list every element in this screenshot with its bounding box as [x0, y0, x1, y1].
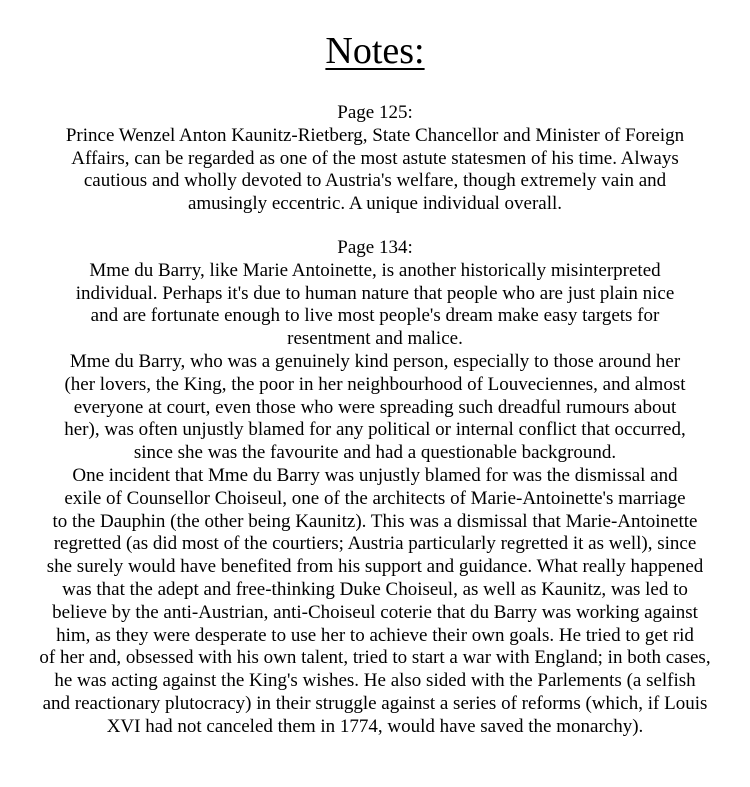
page-title-text: Notes: — [325, 30, 425, 72]
note-text-line: her), was often unjustly blamed for any political or internal conflict that occurred, — [64, 419, 686, 441]
note-text-line: Prince Wenzel Anton Kaunitz-Rietberg, State Chancellor and Minister of Foreign — [65, 124, 685, 146]
note-text-line: since she was the favourite and had a questionable background. — [133, 442, 617, 464]
note-text-line: cautious and wholly devoted to Austria's welfare, though extremely vain and — [83, 170, 667, 192]
note-text-line: and are fortunate enough to live most people's dream make easy targets for — [90, 305, 660, 327]
note-page-134 — [0, 237, 750, 739]
note-text-line: resentment and malice. — [287, 328, 463, 350]
note-text-line: exile of Counsellor Choiseul, one of the architects of Marie-Antoinette's marriage — [64, 487, 686, 509]
note-text-line: (her lovers, the King, the poor in her neighbourhood of Louveciennes, and almost — [64, 373, 686, 395]
note-text-line: she surely would have benefited from his support and guidance. What really happened — [46, 556, 704, 578]
note-text-line: Mme du Barry, who was a genuinely kind person, especially to those around her — [69, 350, 681, 372]
note-text-line: and reactionary plutocracy) in their struggle against a series of reforms (which, if Louis — [42, 692, 708, 714]
note-page-125 — [0, 102, 750, 216]
note-text-line: of her and, obsessed with his own talent, tried to start a war with England; in both cases, — [39, 647, 711, 669]
note-text-line: XVI had not canceled them in 1774, would have saved the monarchy). — [106, 715, 644, 737]
note-text-line: One incident that Mme du Barry was unjustly blamed for was the dismissal and — [72, 464, 678, 486]
note-text-line: was that the adept and free-thinking Duke Choiseul, as well as Kaunitz, was led to — [62, 578, 688, 600]
note-text-line: everyone at court, even those who were spreading such dreadful rumours about — [73, 396, 677, 418]
note-text-line: to the Dauphin (the other being Kaunitz). This was a dismissal that Marie-Antoinette — [52, 510, 698, 532]
note-page-label: Page 125: — [337, 102, 413, 123]
note-text-line: regretted (as did most of the courtiers; Austria particularly regretted it as well), since — [53, 533, 697, 555]
note-text-line: he was acting against the King's wishes. He also sided with the Parlements (a selfish — [54, 670, 696, 692]
note-text-line: Affairs, can be regarded as one of the most astute statesmen of his time. Always — [71, 147, 679, 169]
note-page-label: Page 134: — [337, 237, 413, 258]
page-title — [0, 28, 750, 74]
note-text-line: believe by the anti-Austrian, anti-Choiseul coterie that du Barry was working against — [52, 601, 698, 623]
note-text-line: amusingly eccentric. A unique individual overall. — [187, 193, 563, 215]
note-text-line: him, as they were desperate to use her to achieve their own goals. He tried to get rid — [56, 624, 694, 646]
note-text-line: individual. Perhaps it's due to human nature that people who are just plain nice — [75, 282, 675, 304]
note-text-line: Mme du Barry, like Marie Antoinette, is another historically misinterpreted — [89, 259, 661, 281]
